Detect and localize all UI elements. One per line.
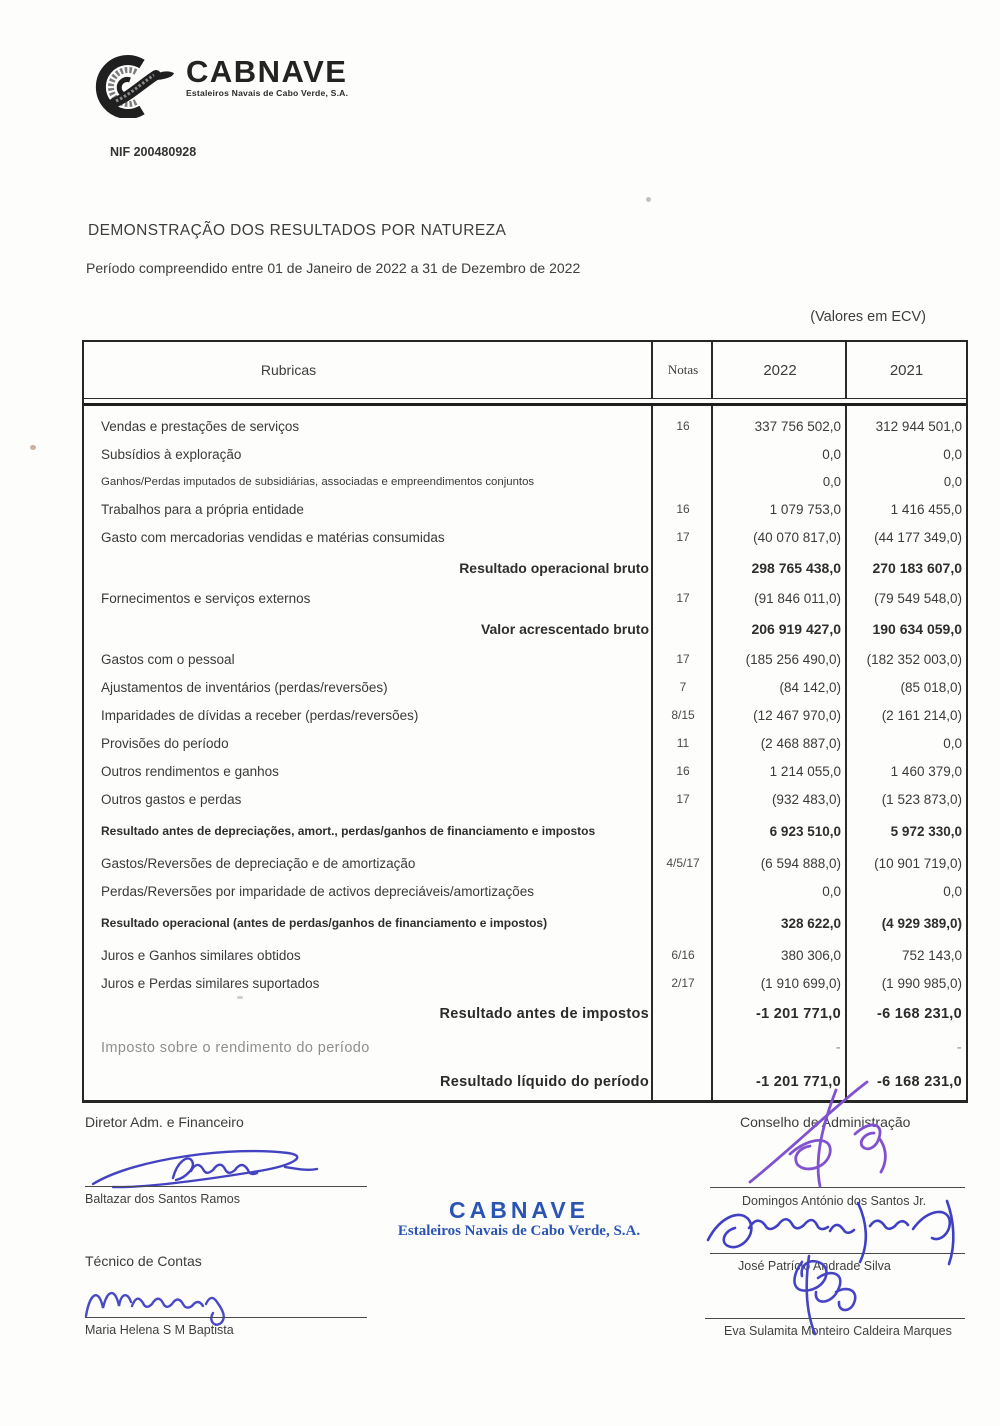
right-signer-title: Conselho de Administração bbox=[740, 1114, 911, 1130]
document-period: Período compreendido entre 01 de Janeiro de 2022 a 31 de Dezembro de 2022 bbox=[86, 260, 581, 276]
nif-number: NIF 200480928 bbox=[110, 145, 197, 159]
right-signer-name-3: Eva Sulamita Monteiro Caldeira Marques bbox=[724, 1324, 952, 1338]
table-row bbox=[84, 612, 966, 645]
row-notas: 4/5/17 bbox=[666, 856, 700, 870]
company-stamp bbox=[378, 1199, 660, 1240]
table-row bbox=[84, 997, 966, 1031]
row-notas: 17 bbox=[676, 591, 690, 605]
table-row bbox=[84, 813, 966, 849]
row-value-2021: 0,0 bbox=[943, 446, 962, 462]
left-signer-title: Diretor Adm. e Financeiro bbox=[85, 1114, 244, 1130]
row-value-2022: 1 214 055,0 bbox=[769, 763, 841, 779]
table-row bbox=[84, 877, 966, 905]
column-divider bbox=[845, 406, 847, 1100]
row-value-2022: (6 594 888,0) bbox=[760, 855, 841, 871]
row-label: Gastos/Reversões de depreciação e de amortização bbox=[101, 855, 416, 871]
column-divider bbox=[845, 342, 847, 398]
header-rubricas: Rubricas bbox=[260, 362, 317, 378]
row-label: Provisões do período bbox=[101, 735, 229, 751]
header-notas: Notas bbox=[667, 362, 699, 377]
column-divider bbox=[711, 342, 713, 398]
currency-note: (Valores em ECV) bbox=[810, 309, 926, 325]
row-value-2022: 1 079 753,0 bbox=[769, 501, 841, 517]
row-label: Resultado antes de impostos bbox=[439, 1006, 649, 1022]
row-label: Juros e Ganhos similares obtidos bbox=[101, 947, 301, 963]
table-row bbox=[84, 673, 966, 701]
row-label: Perdas/Reversões por imparidade de activos depreciáveis/amortizações bbox=[101, 883, 534, 899]
row-value-2021: (44 177 349,0) bbox=[874, 529, 962, 545]
signature-baltazar bbox=[85, 1140, 345, 1192]
row-value-2022: 206 919 427,0 bbox=[751, 620, 841, 637]
row-value-2021: (2 161 214,0) bbox=[881, 707, 962, 723]
signature-line bbox=[710, 1253, 965, 1254]
row-value-2021: 752 143,0 bbox=[901, 947, 962, 963]
row-value-2022: (2 468 887,0) bbox=[760, 735, 841, 751]
row-value-2022: - bbox=[835, 1040, 841, 1056]
row-value-2022: -1 201 771,0 bbox=[755, 1074, 841, 1090]
table-row bbox=[84, 440, 966, 468]
row-value-2022: (91 846 011,0) bbox=[754, 590, 841, 606]
header-2021: 2021 bbox=[889, 361, 924, 379]
company-logo bbox=[84, 50, 348, 118]
table-row bbox=[84, 584, 966, 612]
table-row bbox=[84, 1065, 966, 1099]
row-label: Resultado líquido do período bbox=[440, 1074, 649, 1090]
row-value-2022: 0,0 bbox=[822, 474, 841, 489]
table-row bbox=[84, 905, 966, 941]
stamp-company-name: CABNAVE bbox=[448, 1197, 590, 1223]
scan-speck bbox=[646, 197, 651, 202]
row-notas: 17 bbox=[676, 530, 690, 544]
header-double-rule bbox=[84, 399, 966, 406]
row-label: Ajustamentos de inventários (perdas/reversões) bbox=[101, 679, 388, 695]
table-row bbox=[84, 645, 966, 673]
row-value-2022: 328 622,0 bbox=[780, 915, 841, 931]
row-value-2022: (12 467 970,0) bbox=[753, 707, 841, 723]
row-value-2021: 1 460 379,0 bbox=[890, 763, 962, 779]
row-value-2021: -6 168 231,0 bbox=[876, 1074, 962, 1090]
cabnave-logo-icon bbox=[84, 50, 180, 118]
row-value-2021: 0,0 bbox=[943, 883, 962, 899]
row-value-2022: (932 483,0) bbox=[771, 791, 841, 807]
row-value-2021: 5 972 330,0 bbox=[890, 823, 962, 839]
row-label: Vendas e prestações de serviços bbox=[101, 418, 300, 434]
row-label: Gastos com o pessoal bbox=[101, 651, 235, 667]
row-label: Valor acrescentado bruto bbox=[480, 620, 649, 637]
table-row bbox=[84, 1031, 966, 1065]
row-value-2022: 0,0 bbox=[822, 446, 841, 462]
row-value-2022: 380 306,0 bbox=[780, 947, 841, 963]
table-row bbox=[84, 729, 966, 757]
row-label: Imparidades de dívidas a receber (perdas/reversões) bbox=[101, 707, 419, 723]
row-value-2022: (40 070 817,0) bbox=[753, 529, 841, 545]
results-table bbox=[82, 340, 968, 1103]
row-label: Subsídios à exploração bbox=[101, 446, 242, 462]
row-value-2022: 6 923 510,0 bbox=[769, 823, 841, 839]
row-label: Resultado operacional bruto bbox=[459, 559, 649, 576]
table-row bbox=[84, 412, 966, 440]
row-label: Ganhos/Perdas imputados de subsidiárias, associadas e empreendimentos conjuntos bbox=[101, 475, 535, 488]
left2-signer-name: Maria Helena S M Baptista bbox=[85, 1323, 234, 1337]
right-signer-name-2: José Patrício Andrade Silva bbox=[738, 1259, 891, 1273]
row-value-2021: -6 168 231,0 bbox=[876, 1006, 962, 1022]
left-signer-name: Baltazar dos Santos Ramos bbox=[85, 1192, 240, 1206]
right-signer-name-1: Domingos António dos Santos Jr. bbox=[742, 1194, 927, 1208]
header-2022: 2022 bbox=[763, 361, 797, 379]
row-value-2021: (10 901 719,0) bbox=[874, 855, 962, 871]
row-value-2021: - bbox=[956, 1040, 962, 1056]
row-notas: 8/15 bbox=[671, 708, 695, 722]
row-value-2022: (1 910 699,0) bbox=[760, 975, 841, 991]
table-row bbox=[84, 495, 966, 523]
table-row bbox=[84, 785, 966, 813]
column-divider bbox=[711, 406, 713, 1100]
row-value-2021: (79 549 548,0) bbox=[874, 590, 962, 606]
row-value-2021: 0,0 bbox=[943, 474, 962, 489]
row-label: Trabalhos para a própria entidade bbox=[101, 501, 304, 517]
row-value-2022: (84 142,0) bbox=[779, 679, 841, 695]
left2-signer-title: Técnico de Contas bbox=[85, 1253, 202, 1269]
row-notas: 2/17 bbox=[671, 976, 695, 990]
row-value-2021: (85 018,0) bbox=[900, 679, 962, 695]
signature-maria bbox=[80, 1278, 255, 1326]
scan-speck bbox=[30, 445, 36, 450]
table-row bbox=[84, 468, 966, 495]
row-value-2021: 1 416 455,0 bbox=[890, 501, 962, 517]
row-value-2021: (1 523 873,0) bbox=[881, 791, 962, 807]
row-value-2021: 312 944 501,0 bbox=[875, 418, 962, 434]
document-title: DEMONSTRAÇÃO DOS RESULTADOS POR NATUREZA bbox=[88, 222, 507, 239]
row-value-2021: 270 183 607,0 bbox=[872, 559, 962, 576]
table-row bbox=[84, 757, 966, 785]
row-value-2022: 298 765 438,0 bbox=[751, 559, 841, 576]
logo-company-name: CABNAVE bbox=[186, 54, 348, 89]
table-row bbox=[84, 551, 966, 584]
signature-line bbox=[710, 1187, 965, 1188]
row-label: Gasto com mercadorias vendidas e matérias consumidas bbox=[101, 529, 445, 545]
row-value-2021: (4 929 389,0) bbox=[881, 915, 962, 931]
row-value-2021: 190 634 059,0 bbox=[872, 620, 962, 637]
row-label: Juros e Perdas similares suportados bbox=[101, 975, 320, 991]
row-label: Resultado antes de depreciações, amort., perdas/ganhos de financiamento e impostos bbox=[101, 824, 596, 838]
signature-line bbox=[705, 1318, 965, 1319]
table-row bbox=[84, 941, 966, 969]
table-row bbox=[84, 523, 966, 551]
row-label: Outros rendimentos e ganhos bbox=[101, 763, 279, 779]
signature-line bbox=[85, 1186, 367, 1187]
column-divider bbox=[651, 406, 653, 1100]
table-row bbox=[84, 701, 966, 729]
signature-line bbox=[85, 1317, 367, 1318]
row-label: Imposto sobre o rendimento do período bbox=[101, 1040, 370, 1056]
row-value-2022: -1 201 771,0 bbox=[755, 1006, 841, 1022]
row-notas: 11 bbox=[676, 736, 690, 750]
row-value-2022: 337 756 502,0 bbox=[754, 418, 841, 434]
logo-company-subtitle: Estaleiros Navais de Cabo Verde, S.A. bbox=[186, 88, 349, 98]
table-row bbox=[84, 849, 966, 877]
table-header-row bbox=[84, 342, 966, 399]
row-label: Fornecimentos e serviços externos bbox=[101, 590, 311, 606]
row-value-2021: 0,0 bbox=[943, 735, 962, 751]
row-notas: 16 bbox=[676, 502, 690, 516]
stamp-company-subtitle: Estaleiros Navais de Cabo Verde, S.A. bbox=[397, 1223, 641, 1239]
row-value-2022: (185 256 490,0) bbox=[745, 651, 841, 667]
row-notas: 6/16 bbox=[671, 948, 695, 962]
row-notas: 17 bbox=[676, 792, 690, 806]
row-notas: 17 bbox=[676, 652, 690, 666]
column-divider bbox=[651, 342, 653, 398]
row-value-2022: 0,0 bbox=[822, 883, 841, 899]
signature-jose bbox=[700, 1198, 970, 1268]
table-row bbox=[84, 969, 966, 997]
row-value-2021: (182 352 003,0) bbox=[866, 651, 962, 667]
row-notas: 16 bbox=[676, 419, 690, 433]
row-label: Resultado operacional (antes de perdas/ganhos de financiamento e impostos) bbox=[101, 916, 548, 930]
row-label: Outros gastos e perdas bbox=[101, 791, 242, 807]
row-notas: 16 bbox=[676, 764, 690, 778]
row-notas: 7 bbox=[679, 680, 687, 694]
row-value-2021: (1 990 985,0) bbox=[881, 975, 962, 991]
table-body bbox=[84, 406, 966, 1100]
